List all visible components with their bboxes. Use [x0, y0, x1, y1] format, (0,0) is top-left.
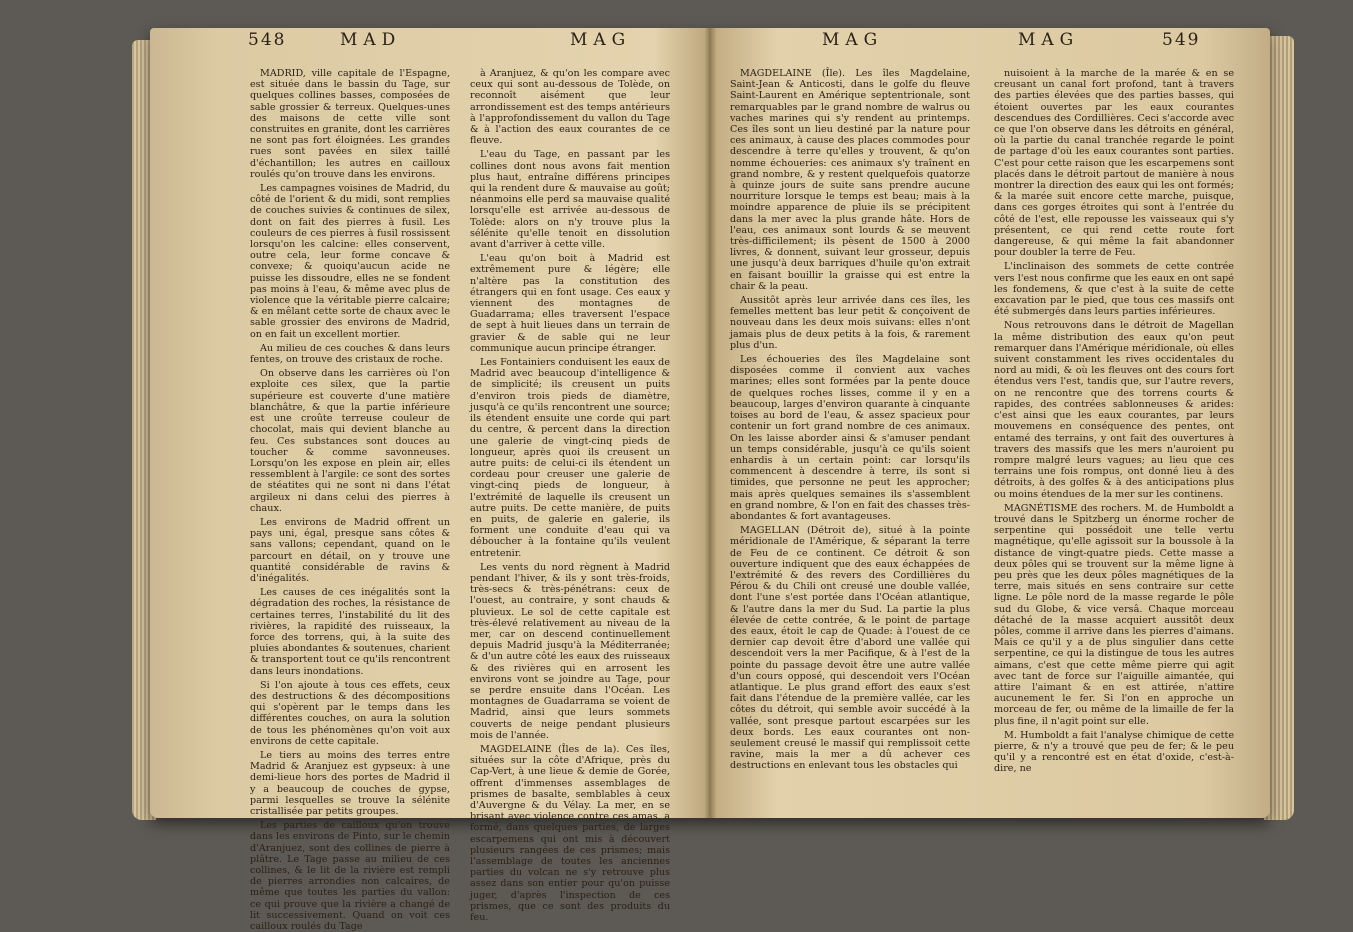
paragraph: Les causes de ces inégalités sont la dégradation des roches, la résistance de certaines terres, l'instabilité du lit des rivières, la rapidité des ruisseaux, la force des torrens, qui, à la suite des pluies abondantes & soutenues, charient & transportent tout ce qu'ils rencontrent dans leurs inondations. — [250, 587, 450, 677]
paragraph: L'eau qu'on boit à Madrid est extrêmement pure & légère; elle n'altère pas la constitution des étrangers qui en font usage. Ces eaux y viennent des montagnes de Guadarrama; elles traversent l'espace de sept à huit lieues dans un terrain de gravier & de sable qui ne leur communique aucun principe étranger. — [470, 253, 670, 354]
left-page-number: 548 — [248, 30, 287, 50]
paragraph: MAGNÉTISME des rochers. M. de Humboldt a trouvé dans le Spitzberg un énorme rocher de serpentine qui possédoit une telle vertu magnétique, qu'elle agissoit sur la boussole à la distance de vingt-quatre pieds. Cette masse a deux pôles qui se trouvent sur la même ligne à peu près que les deux pôles magnétiques de la terre, mais situés en sens contraire sur cette ligne. Le pôle nord de la masse regarde le pôle sud du Globe, & vice versâ. Chaque morceau détaché de la masse acquiert aussitôt deux pôles, comme il arrive dans les pierres d'aimans. Mais ce qu'il y a de plus singulier dans cette serpentine, ce qui la distingue de tous les autres aimans, c'est que cette même pierre qui agit avec tant de force sur l'aiguille aimantée, qui attire l'aimant & en est attirée, n'attire aucunement le fer. Si l'on en approche un morceau de fer, ou même de la limaille de fer la plus fine, il n'agit point sur elle. — [994, 502, 1234, 727]
left-column-b — [470, 68, 670, 924]
paragraph: MADRID, ville capitale de l'Espagne, est située dans le bassin du Tage, sur quelques collines basses, composées de sable grossier & terreux. Quelques-unes des maisons de cette ville sont construites en granite, dont les carrières ne sont pas fort éloignées. Les grandes rues sont pavées en silex taillé d'échantillon; les autres en cailloux roulés qu'on trouve dans les environs. — [250, 68, 450, 180]
paragraph: MAGELLAN (Détroit de), situé à la pointe méridionale de l'Amérique, & séparant la terre de Feu de ce continent. Ce détroit & son ouverture indiquent que des eaux échappées de l'extrémité & des revers des Cordillières du Pérou & du Chili ont creusé une double vallée, dont l'une s'est portée dans l'Océan atlantique, & l'autre dans la mer du Sud. La partie la plus élevée de cette contrée, & le point de partage des eaux, étoit le cap de Quade: à l'ouest de ce dernier cap devoit être d'abord une vallée qui descendoit vers la mer Pacifique, & à l'est de la pointe du passage devoit être une autre vallée d'un cours opposé, qui descendoit vers l'Océan atlantique. Le plus grand effort des eaux s'est fait dans l'étendue de la première vallée, car les côtes du détroit, qui semble avoir succédé à la vallée, sont presque partout escarpées sur les deux bords. Les eaux courantes ont non-seulement creusé le massif qui remplissoit cette ravine, mais la mer a dû achever ces destructions en enlevant tous les obstacles qui — [730, 525, 970, 772]
paragraph: L'inclinaison des sommets de cette contrée vers l'est nous confirme que les eaux en ont sapé les fondemens, & que c'est à la suite de cette excavation par le pied, que tous ces massifs ont été submergés dans leurs parties inférieures. — [994, 261, 1234, 318]
paragraph: MAGDELAINE (Îles de la). Ces îles, situées sur la côte d'Afrique, près du Cap-Vert, à une lieue & demie de Gorée, offrent d'immenses assemblages de prismes de basalte, semblables à ceux d'Auvergne & du Vélay. La mer, en se brisant avec violence contre ces amas, a formé, dans quelques parties, de larges escarpemens qui ont mis à découvert plusieurs rangées de ces prismes; mais l'assemblage de toutes les anciennes parties du volcan ne s'y retrouve plus assez dans son entier pour qu'on puisse juger, d'après l'inspection de ces prismes, que ce sont des produits du feu. — [470, 743, 670, 924]
left-column-a — [250, 68, 450, 932]
right-running-head-1: MAG — [822, 30, 884, 50]
paragraph: Les échoueries des îles Magdelaine sont disposées comme il convient aux vaches marines; elles sont formées par la pente douce de quelques roches lisses, comme il y en a beaucoup, larges d'environ quarante à cinquante toises au bord de l'eau, & assez spacieux pour contenir un fort grand nombre de ces animaux. On les laisse aborder ainsi & s'amuser pendant un temps considérable, jusqu'à ce qu'ils soient enhardis à un certain point: car lorsqu'ils commencent à descendre à terre, ils sont si timides, que personne ne peut les approcher; mais après quelques semaines ils s'assemblent en grand nombre, & l'on en fait des chasses très-abondantes & fort avantageuses. — [730, 354, 970, 522]
paragraph: Nous retrouvons dans le détroit de Magellan la même distribution des eaux qu'on peut remarquer dans l'Amérique méridionale, où elles suivent constamment les rives occidentales du nord au midi, & où les fleuves ont des cours fort étendus vers l'est, tandis que, sur l'autre revers, on ne rencontre que des torrens courts & rapides, des contrées sablonneuses & arides: c'est ainsi que les eaux courantes, par leurs mouvemens en conséquence des pentes, ont entamé des terrains, y ont fait des ouvertures à travers des massifs que les mers n'auroient pu rompre malgré leurs vagues; au lieu que ces terrains une fois rompus, ont donné lieu à des détroits, à des golfes & à des anticipations plus ou moins étendues de la mer sur les continens. — [994, 320, 1234, 500]
paragraph: M. Humboldt a fait l'analyse chimique de cette pierre, & n'y a trouvé que peu de fer; & le peu qu'il y a rencontré est en état d'oxide, c'est-à-dire, ne — [994, 729, 1234, 775]
right-running-head-2: MAG — [1018, 30, 1080, 50]
right-column-a — [730, 68, 970, 808]
paragraph: Si l'on ajoute à tous ces effets, ceux des destructions & des décompositions qui s'opèrent par le temps dans les différentes couches, on aura la solution de tous les phénomènes qu'on voit aux environs de cette capitale. — [250, 679, 450, 747]
paragraph: Le tiers au moins des terres entre Madrid & Aranjuez est gypseux: à une demi-lieue hors des portes de Madrid il y a beaucoup de couches de gypse, parmi lesquelles se trouve la sélénite cristallisée par petits groupes. — [250, 749, 450, 817]
left-page — [200, 30, 688, 932]
right-page — [722, 30, 1244, 808]
paragraph: Les vents du nord règnent à Madrid pendant l'hiver, & ils y sont très-froids, très-secs & très-pénétrans: ceux de l'ouest, au contraire, y sont chauds & pluvieux. Le sol de cette capitale est très-élevé relativement au niveau de la mer, car on descend continuellement depuis Madrid jusqu'à la Méditerranée; & d'un autre côté les eaux des ruisseaux & des rivières qui en arrosent les environs vont se joindre au Tage, pour se perdre ensuite dans l'Océan. Les montagnes de Guadarrama se voient de Madrid, ainsi que leurs sommets couverts de neige pendant plusieurs mois de l'année. — [470, 561, 670, 741]
left-running-head-1: MAD — [340, 30, 402, 50]
paragraph: L'eau du Tage, en passant par les collines dont nous avons fait mention plus haut, entraîne différens principes qui la rendent dure & mauvaise au goût; néanmoins elle perd sa mauvaise qualité lorsqu'elle est arrivée au-dessous de Tolède: alors on n'y trouve plus la sélénite qu'elle tenoit en dissolution avant d'arriver à cette ville. — [470, 149, 670, 251]
paragraph: Les campagnes voisines de Madrid, du côté de l'orient & du midi, sont remplies de couches suivies & continues de silex, dont on fait des pierres à fusil. Les couleurs de ces pierres à fusil rossissent lorsqu'on les calcine: elles conservent, outre cela, leur forme concave & convexe; & quoiqu'aucun acide ne puisse les dissoudre, elles ne se fondent pas moins à l'eau, & même avec plus de violence que la véritable pierre calcaire; & en mêlant cette sorte de chaux avec le sable grossier des environs de Madrid, on en fait un excellent mortier. — [250, 183, 450, 340]
paragraph: Les Fontainiers conduisent les eaux de Madrid avec beaucoup d'intelligence & de simplicité; ils creusent un puits d'environ trois pieds de diamètre, jusqu'à ce qu'ils rencontrent une source; ils étendent ensuite une corde qui part du centre, & percent dans la direction une galerie de vingt-cinq pieds de longueur, après quoi ils creusent un autre puits: de celui-ci ils étendent un cordeau pour creuser une galerie de vingt-cinq pieds de longueur, à l'extrémité de laquelle ils creusent un autre puits. De cette manière, de puits en puits, de galerie en galerie, ils forment une conduite d'eau qui va déboucher à la fontaine qu'ils veulent entretenir. — [470, 357, 670, 559]
paragraph: Aussitôt après leur arrivée dans ces îles, les femelles mettent bas leur petit & conçoivent de nouveau dans les deux mois suivans: elles n'ont jamais plus de deux petits à la fois, & rarement plus d'un. — [730, 295, 970, 351]
paragraph: Au milieu de ces couches & dans leurs fentes, on trouve des cristaux de roche. — [250, 342, 450, 366]
right-page-number: 549 — [1162, 30, 1201, 50]
paragraph: nuisoient à la marche de la marée & en se creusant un canal fort profond, tant à travers des parties élevées que des parties basses, qui étoient ouvertes par les eaux courantes descendues des Cordillières. Ceci s'accorde avec ce que l'on observe dans les détroits en général, où la partie du canal tranchée regarde le point de partage d'où les eaux courantes sont parties. C'est pour cette raison que les escarpemens sont placés dans le détroit partout de manière à nous montrer la direction des eaux qui les ont formés; & la marée suit encore cette marche, puisque, dans ces gorges étroites qui sont à l'entrée du côté de l'est, elle repousse les vaisseaux qui s'y présentent, ce qui rend cette route fort dangereuse, & qui même la fait abandonner pour doubler la terre de Feu. — [994, 68, 1234, 259]
paragraph: à Aranjuez, & qu'on les compare avec ceux qui sont au-dessous de Tolède, on reconnoît aisément que leur arrondissement est des temps antérieurs à l'approfondissement du vallon du Tage & à l'action des eaux courantes de ce fleuve. — [470, 68, 670, 147]
paragraph: MAGDELAINE (Île). Les îles Magdelaine, Saint-Jean & Anticosti, dans le golfe du fleuve Saint-Laurent en Amérique septentrionale, sont remarquables par le grand nombre de walrus ou vaches marines qui s'y rendent au printemps. Ces îles sont un lieu destiné par la nature pour ces animaux, à cause des places commodes pour descendre à terre qu'elles y trouvent, & qu'on nomme échoueries: ces animaux s'y traînent en grand nombre, & y restent quelquefois quatorze à quinze jours de suite sans prendre aucune nourriture lorsque le temps est beau; mais à la moindre apparence de pluie ils se précipitent dans la mer avec la plus grande hâte. Hors de l'eau, ces animaux sont lourds & se meuvent très-difficilement; ils pèsent de 1500 à 2000 livres, & donnent, suivant leur grosseur, depuis une jusqu'à deux barriques d'huile qu'on extrait en faisant bouillir la graisse qui est entre la chair & la peau. — [730, 68, 970, 292]
paragraph: On observe dans les carrières où l'on exploite ces silex, que la partie supérieure est couverte d'une matière blanchâtre, & que la partie inférieure est une croûte terreuse couleur de chocolat, mais qui devient blanche au feu. Ces substances sont douces au toucher & comme savonneuses. Lorsqu'on les expose en plein air, elles ressemblent à l'argile: ce sont des sortes de stéatites qui ne sont ni dans l'état argileux ni dans celui des pierres à chaux. — [250, 368, 450, 514]
left-running-head-2: MAG — [570, 30, 632, 50]
paragraph: Les environs de Madrid offrent un pays uni, égal, presque sans côtes & sans vallons; cependant, quand on le parcourt en détail, on y trouve une quantité considérable de ravins & d'inégalités. — [250, 516, 450, 584]
paragraph: Les parties de cailloux qu'on trouve dans les environs de Pinto, sur le chemin d'Aranjuez, sont des collines de pierre à plâtre. Le Tage passe au milieu de ces collines, & le lit de la rivière est rempli de pierres arrondies non calcaires, de même que toutes les parties du vallon: ce qui prouve que la rivière a changé de lit successivement. Quand on voit ces cailloux roulés du Tage — [250, 820, 450, 932]
right-column-b — [994, 68, 1234, 808]
